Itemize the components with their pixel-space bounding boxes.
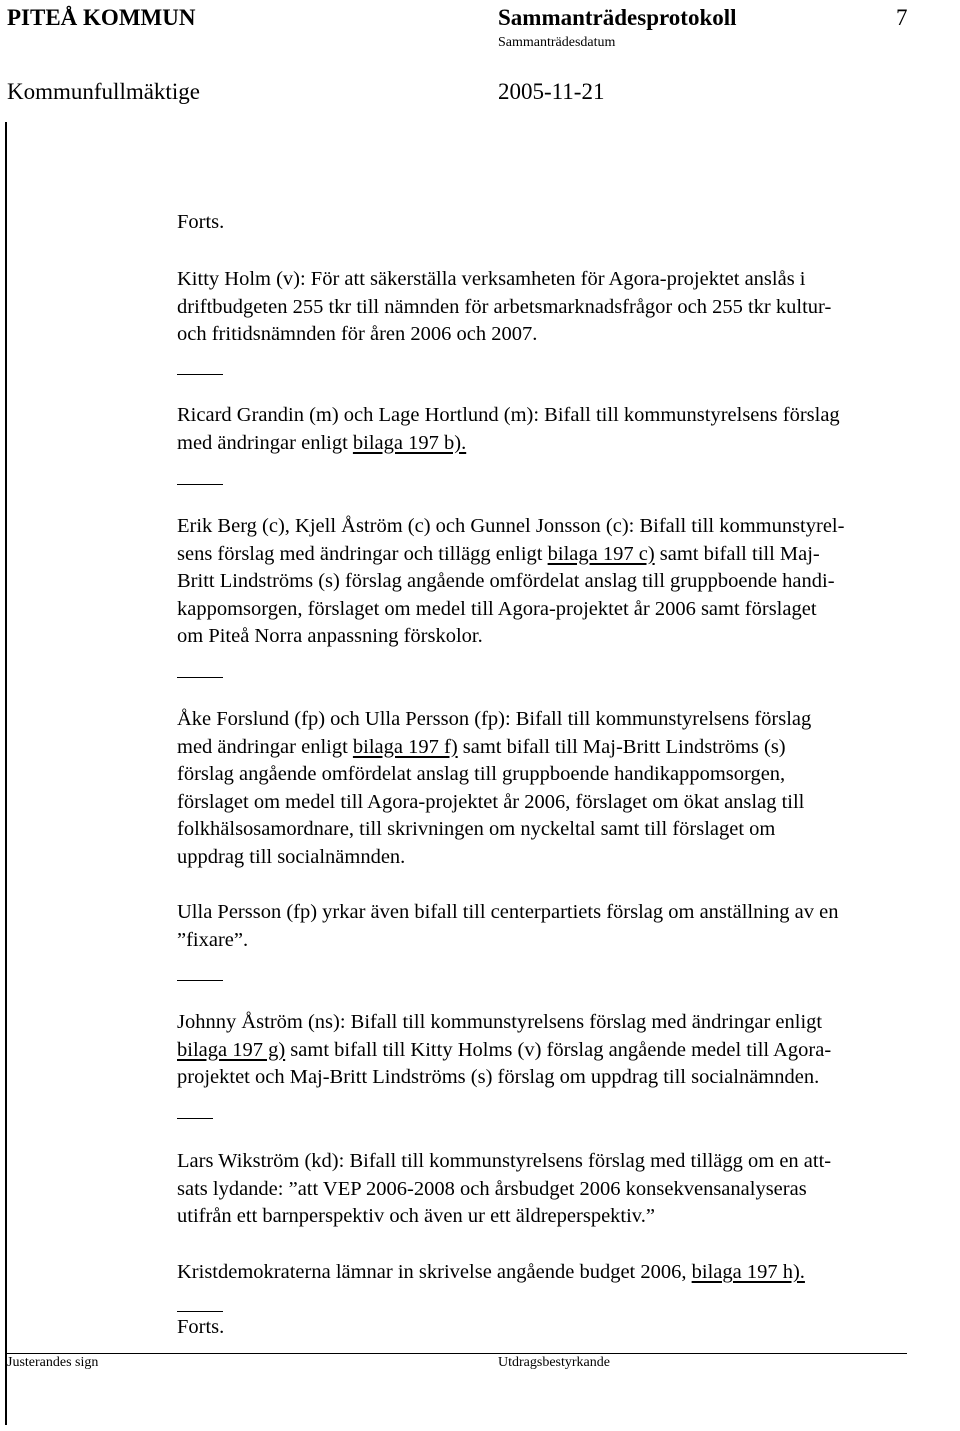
separator-dash (177, 1118, 213, 1119)
text-line: Kitty Holm (v): För att säkerställa verksamheten för Agora-projektet anslås i (177, 268, 806, 290)
text-segment: samt bifall till Maj-Britt Lindströms (s) (457, 735, 786, 758)
footer-utdragsbestyrkande: Utdragsbestyrkande (498, 1355, 610, 1370)
separator-dash (177, 374, 223, 375)
text-segment: sens förslag med ändringar och tillägg enligt (177, 542, 548, 565)
forts-top: Forts. (177, 211, 225, 233)
text-line: om Piteå Norra anpassning förskolor. (177, 625, 483, 647)
text-line: kappomsorgen, förslaget om medel till Agora-projektet år 2006 samt förslaget (177, 597, 817, 620)
bilaga-197f-link[interactable]: bilaga 197 f) (352, 735, 458, 758)
bilaga-197c-link[interactable]: bilaga 197 c) (547, 542, 655, 565)
paragraph-ulla-persson (177, 899, 957, 954)
document-type: Sammanträdesprotokoll (498, 5, 737, 30)
text-line: Johnny Åström (ns): Bifall till kommunstyrelsens förslag med ändringar enligt (177, 1011, 823, 1033)
text-line: och fritidsnämnden för åren 2006 och 2007. (177, 323, 538, 345)
text-line: Ulla Persson (fp) yrkar även bifall till centerpartiets förslag om anställning av en (177, 901, 839, 923)
paragraph-kristdemokraterna (177, 1259, 957, 1287)
text-line (177, 1037, 957, 1065)
separator-dash (177, 677, 223, 678)
text-line (177, 430, 957, 458)
text-line: folkhälsosamordnare, till skrivningen om nyckeltal samt till förslaget om (177, 818, 776, 840)
text-segment: med ändringar enligt (177, 431, 353, 454)
text-line: Ricard Grandin (m) och Lage Hortlund (m): Bifall till kommunstyrelsens förslag (177, 404, 840, 426)
text-line (177, 1259, 957, 1287)
paragraph-lars-wikstrom (177, 1148, 957, 1231)
text-line (177, 734, 957, 762)
org-name: PITEÅ KOMMUN (7, 5, 196, 30)
forts-bottom: Forts. (177, 1316, 225, 1338)
paragraph-kitty-holm (177, 266, 957, 349)
separator-dash (177, 980, 223, 981)
bilaga-197g-link[interactable]: bilaga 197 g) (177, 1038, 286, 1061)
text-line: ”fixare”. (177, 928, 249, 951)
footer-justerandes-sign: Justerandes sign (7, 1355, 99, 1370)
separator-dash (177, 1311, 223, 1312)
text-line (177, 541, 957, 569)
text-line: Erik Berg (c), Kjell Åström (c) och Gunnel Jonsson (c): Bifall till kommunstyrel- (177, 515, 845, 537)
footer-rule (5, 1353, 907, 1354)
paragraph-johnny-astrom (177, 1009, 957, 1092)
text-segment: Kristdemokraterna lämnar in skrivelse angående budget 2006, (177, 1261, 692, 1283)
text-line: driftbudgeten 255 tkr till nämnden för arbetsmarknadsfrågor och 255 tkr kultur- (177, 295, 832, 318)
text-segment: samt bifall till Kitty Holms (v) förslag angående medel till Agora- (285, 1038, 832, 1061)
text-segment: med ändringar enligt (177, 735, 353, 758)
text-line: förslag angående omfördelat anslag till gruppboende handikappomsorgen, (177, 763, 786, 785)
meeting-date-label: Sammanträdesdatum (498, 35, 616, 50)
text-line: projektet och Maj-Britt Lindströms (s) förslag om uppdrag till socialnämnden. (177, 1066, 820, 1088)
left-margin-rule (5, 122, 7, 1425)
paragraph-erik-berg (177, 513, 957, 651)
text-line: utifrån ett barnperspektiv och även ur ett äldreperspektiv.” (177, 1205, 655, 1227)
bilaga-197h-link[interactable]: bilaga 197 h). (691, 1261, 805, 1283)
paragraph-ake-forslund (177, 706, 957, 871)
text-line: sats lydande: ”att VEP 2006-2008 och årsbudget 2006 konsekvensanalyseras (177, 1177, 807, 1200)
page-number: 7 (896, 5, 908, 30)
text-segment: samt bifall till Maj- (654, 542, 820, 565)
text-line: uppdrag till socialnämnden. (177, 845, 406, 868)
text-line: förslaget om medel till Agora-projektet år 2006, förslaget om ökat anslag till (177, 790, 805, 813)
text-line: Britt Lindströms (s) förslag angående omfördelat anslag till gruppboende handi- (177, 570, 835, 592)
text-line: Lars Wikström (kd): Bifall till kommunstyrelsens förslag med tillägg om en att- (177, 1150, 832, 1172)
bilaga-197b-link[interactable]: bilaga 197 b). (352, 431, 467, 454)
meeting-date: 2005-11-21 (498, 79, 605, 104)
meeting-body: Kommunfullmäktige (7, 79, 200, 104)
text-line: Åke Forslund (fp) och Ulla Persson (fp): Bifall till kommunstyrelsens förslag (177, 708, 812, 730)
separator-dash (177, 484, 223, 485)
paragraph-ricard-grandin (177, 402, 957, 457)
